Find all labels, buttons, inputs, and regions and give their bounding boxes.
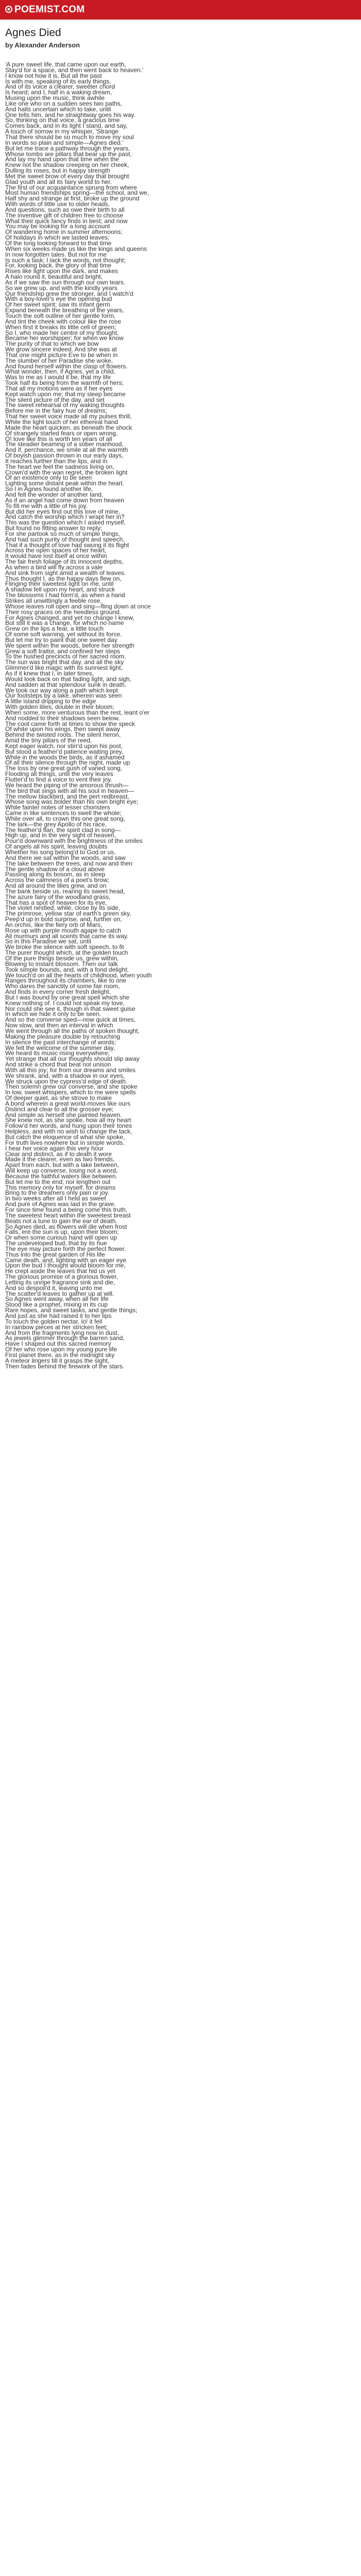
poem-line: Helpless, and with no wish to change the tack,	[5, 1128, 133, 1136]
poem-line: To fill me with a little of his joy.	[5, 502, 88, 510]
poem-line: The undeveloped bud, that by its hue	[5, 1240, 107, 1247]
poem-line: Upon the bud I thought would bloom for me,	[5, 1262, 126, 1269]
poem-line: But catch the eloquence of what she spoke,	[5, 1133, 125, 1141]
poem-line: In words so plain and simple—Agnes died.'	[5, 139, 124, 146]
poem-line: With words of little use to older heads,	[5, 200, 110, 208]
poem-line: She knew not, as she spoke, how all my heart	[5, 1116, 132, 1124]
poem-line: Of angels all his spirit, leaving doubts	[5, 843, 108, 851]
poem-line: O! love like this is worth ten years of all	[5, 435, 112, 443]
site-logo-text: POEMIST.COM	[14, 4, 85, 15]
poem-line: The heart we feel the sadness living on,	[5, 463, 114, 470]
poem-line: That if a thought of love had swung it its flight	[5, 541, 129, 549]
poem-line: Yet strange that all our thoughts should slip away	[5, 1055, 140, 1063]
poem-line: And pure of Agnes was laid in the grave.	[5, 1200, 116, 1208]
poem-line: But let me to the end; nor lengthen out	[5, 1178, 111, 1185]
poem-line: All murmurs and all scents that came its way.	[5, 932, 129, 940]
poem-line: The azure fairy of the woodland grass,	[5, 893, 111, 901]
poem-line: While over all, to crown this one great song,	[5, 815, 125, 822]
poem-line: The coot came forth at times to show the speck	[5, 720, 135, 727]
poem-line: The eye may picture forth the perfect flower.	[5, 1245, 126, 1252]
poem-line: Thus thought I, as the happy days flew on,	[5, 574, 122, 582]
poem-line: So I in Agnes found another life,	[5, 485, 93, 493]
poem-line: Of her sweet spirit; saw its infant germ	[5, 301, 110, 309]
poem-line: Grew a soft traitor, and confined her steps	[5, 647, 120, 655]
poem-line: In which we hide it only to be seen.	[5, 1010, 102, 1018]
poem-line: I know not how it is, But all the past	[5, 72, 102, 79]
poem-line: And all around the lilies grew, and on	[5, 882, 107, 890]
poem-line: A meteor lingers till it grasps the sight,	[5, 1357, 110, 1364]
poem-line: Of the long looking forward to that time	[5, 240, 112, 247]
poem-line: Like one who on a sudden sees two paths,	[5, 99, 122, 107]
poem-line: But found no fitting answer to reply;	[5, 524, 103, 532]
poem-line: Ranges throughout its chambers, like to one	[5, 977, 126, 985]
poem-line: Musing upon the music, think awhile	[5, 94, 105, 102]
poem-line: Met the sweet brow of every day that brought	[5, 172, 129, 180]
poem-line: The silent picture of the day, and set	[5, 396, 105, 403]
poem-line: Of strangely started fears or open wrong.	[5, 429, 118, 437]
poem-line: Glimmer'd like magic with its sunniest light,	[5, 664, 123, 672]
poem-line: For, looking back, the glory of that time	[5, 262, 112, 269]
poem-line: Flutter'd to find a voice to vent their joy.	[5, 776, 112, 783]
poem-line: We went through all the paths of spoken thought,	[5, 1027, 140, 1035]
poem-line: The scatter'd leaves to gather up at will.	[5, 1290, 114, 1297]
poem-author: by Alexander Anderson	[5, 41, 80, 49]
poem-line: Dulling its roses, but in happy strength	[5, 167, 110, 175]
poem-line: This memory only for myself, for dreams	[5, 1183, 116, 1191]
poem-line: And catch the worship which I wrapt her in?	[5, 513, 125, 521]
site-header	[0, 0, 361, 20]
poem-line: Clear and distinct, as if to death it wore	[5, 1150, 112, 1158]
poem-line: We struck upon the cypress'd edge of death.	[5, 1077, 127, 1085]
poem-line: The mellow blackbird, and the pert redbreast,	[5, 792, 129, 800]
poem-line: We touch'd on all the hearts of childhood, when youth	[5, 971, 152, 979]
poem-line: Rises like light upon the dark, and makes	[5, 267, 118, 275]
poem-line: Touch the soft outline of her gentle form,	[5, 312, 116, 319]
poem-line: Whether his song belong'd to God or us.	[5, 848, 116, 856]
poem-line: Of boyish passion thrown in our early days,	[5, 452, 124, 460]
poem-line: And questions, such as owe their birth to all	[5, 206, 125, 213]
poem-line: Will keep up converse, losing not a word,	[5, 1167, 118, 1175]
poem-line: The lark—the grey Apollo of his race,	[5, 820, 107, 828]
poem-line: Came in like sentences to swell the whole;	[5, 809, 122, 817]
poem-line: Passing along its bosom, as in sleep	[5, 871, 106, 878]
poem-line: The purity of that to which we bow	[5, 340, 99, 348]
poem-line: I hear her voice again this very hour	[5, 1144, 104, 1152]
poem-line: That all my motions were as if her eyes	[5, 384, 113, 392]
poem-line: In two weeks after all I held as sweet	[5, 1195, 106, 1202]
poem-line: Apart from each, but with a lake between,	[5, 1161, 119, 1169]
poem-line: The primrose, yellow star of earth's green sky,	[5, 910, 132, 918]
poem-line: The sun was bright that day, and all the sky	[5, 658, 124, 666]
poem-line: And strike a chord that beat not unison	[5, 1061, 111, 1069]
poem-line: So, thinking on that voice, a gracious time	[5, 116, 120, 124]
poem-line: Glad youth and all its fairy world to her.	[5, 178, 112, 185]
poem-line: And of its voice a clearer, sweeter chord	[5, 83, 115, 91]
poem-line: Grew on the lips a fear, a little touch	[5, 625, 104, 633]
poem-line: Whose leaves roll open and sing—fling down at once	[5, 602, 151, 610]
poem-line: Rose up with purple mouth agape to catch	[5, 926, 121, 934]
poem-line: Of the pure things beside us, grew within,	[5, 955, 119, 962]
poem-line: Comes back, and in its light I stand, and say,	[5, 122, 128, 130]
poem-line: To the hushed precincts of her sacred room.	[5, 653, 126, 660]
poem-line: What wonder, then, if Agnes, yet a child,	[5, 368, 116, 376]
poem-line: For she partook so much of simple things,	[5, 530, 120, 537]
poem-line: When six weeks made us like the kings and queens	[5, 245, 147, 252]
circle-logo-icon	[5, 4, 12, 15]
poem-line: And simple as herself she painted heaven.	[5, 1111, 122, 1118]
poem-line: That there should be so much to move my soul	[5, 133, 134, 141]
poem-line: Flinging their sweetest light on me, until	[5, 580, 114, 588]
poem-line: Across the calmness of a poet's brow;	[5, 876, 109, 884]
poem-line: Falls, ere the sun is up, upon their bloom;	[5, 1228, 119, 1236]
poem-line: It reaches further than the lips, and in	[5, 457, 108, 465]
poem-line: Of all their silence through the night, made up	[5, 759, 130, 767]
poem-line: And sadden at that splendour sunk in death.	[5, 681, 126, 688]
poem-line: As jewels glimmer through the barren sand,	[5, 1334, 125, 1342]
poem-line: The lake between the trees, and now and then	[5, 859, 133, 867]
poem-line: We grow sincere indeed. And she was at	[5, 346, 117, 353]
poem-line: Whose tombs are pillars that bear up the past,	[5, 150, 132, 158]
poem-line: With all this joy; for from our dreams and smiles	[5, 1066, 136, 1074]
poem-line: Then fades behind the firework of the stars.	[5, 1362, 124, 1370]
poem-line: A touch of sorrow in my whisper, 'Strange	[5, 128, 119, 135]
poem-line: Would look back on that fading light, and sigh,	[5, 675, 132, 683]
poem-line: While fainter notes of lesser choristers	[5, 804, 110, 811]
poem-line: A bond wherein a great world-moves like ours	[5, 1099, 130, 1107]
poem-line: And found herself within the clasp of flowers.	[5, 362, 128, 370]
poem-line: The sweetest heart within the sweetest breast	[5, 1211, 131, 1219]
poem-line: Behind the twisted roots. The silent heron,	[5, 731, 121, 739]
poem-line: Amid the tiny pillars of the reed,	[5, 737, 92, 744]
poem-line: As if an angel had come down from heaven	[5, 496, 124, 504]
poem-line: The violet nestled, while, close by its side,	[5, 904, 120, 912]
poem-line: Knew not the shadow creeping on her cheek,	[5, 161, 129, 169]
poem-line: The blossoms I had form'd, as when a hand	[5, 591, 125, 599]
poem-line: So we grew up, and with the kindly years	[5, 284, 118, 292]
poem-line: Is with me, speaking of its early things,	[5, 77, 111, 85]
poem-line: And had such purity of thought and speech,	[5, 535, 125, 543]
poem-line: And just as she had raised it to her lips	[5, 1312, 112, 1319]
poem-title: Agnes Died	[5, 27, 61, 39]
poem-line: The gentle shadow of a cloud above	[5, 865, 105, 873]
poem-line: Of deeper quiet, as she strove to make	[5, 1094, 112, 1102]
poem-line: Kept watch upon me; that my sleep became	[5, 390, 126, 398]
poem-line: And from the fragments lying now in dust,	[5, 1329, 119, 1336]
poem-line: Their rosy graces on the heedless ground.	[5, 608, 121, 616]
poem-line: Distinct and clear to all the grosser eye;	[5, 1105, 114, 1113]
poem-line: Blowing to instant blossom. Then our talk	[5, 960, 118, 968]
poem-line: Of holidays in which we lasted leaves;	[5, 234, 110, 242]
poem-line: Or when some curious hand will open up	[5, 1234, 117, 1242]
poem-line: And lay my hand upon that time when the	[5, 156, 119, 163]
poem-line: Made the heart quicken, as beneath the shock	[5, 423, 133, 431]
poem-line: The purer thought which, at the golden touch	[5, 949, 128, 957]
poem-line: Came death, and, lighting with an eager eye	[5, 1256, 126, 1264]
poem-line: And finds in every corner fresh delight.	[5, 988, 111, 996]
poem-line: Who dares the sanctity of some fair room,	[5, 982, 120, 990]
poem-line: The feather'd flan, the spirit clad in song—	[5, 826, 121, 834]
poem-line: In rainbow pieces at her stricken feet;	[5, 1323, 108, 1331]
poem-line: And so the converse sped—now quick at times,	[5, 1016, 136, 1024]
poem-line: So I, who made her centre of my thought,	[5, 329, 119, 336]
poem-line: This was the question which I asked myself,	[5, 519, 126, 527]
poem-line: A halo round it, beautiful and bright,	[5, 273, 103, 281]
poem-line: With golden lilies, double in their bloom;	[5, 703, 114, 711]
poem-line: Became her worshipper; for when we know	[5, 334, 124, 342]
poem-line: High up, and in the very sight of heaven,	[5, 832, 116, 839]
poem-line: For Agnes changed, and yet no change I knew,	[5, 614, 135, 621]
poem-line: First planet there, as in the midnight sky	[5, 1351, 115, 1359]
poem-line: Of her who rose upon my young pure life	[5, 1346, 117, 1353]
poem-line: Letting its unripe fragrance sink and die,	[5, 1278, 115, 1286]
poem-line: What their quick fancy finds in best; and now	[5, 217, 128, 225]
site-logo[interactable]	[5, 4, 85, 15]
poem-line: And if, perchance, we smile at all the warmth	[5, 446, 128, 454]
poem-line: An orchis, like the fiery orb of Mars,	[5, 921, 103, 928]
poem-line: Before me in the fairy hue of dreams;	[5, 407, 107, 415]
poem-line: Is such a task; I lack the words, not thought;	[5, 256, 126, 264]
poem-line: Beats not a tune to gain the ear of death.	[5, 1217, 118, 1225]
poem-line: So in this Paradise we sat, until	[5, 938, 91, 945]
poem-line: The steadier beaming of a sober manhood,	[5, 440, 124, 448]
poem-line: But let me trace a pathway through the years,	[5, 144, 130, 152]
poem-line: It would have lost itself at once within	[5, 552, 107, 560]
poem-line: But I was bound by one great spell which she	[5, 993, 129, 1001]
poem-line: Whose song was bolder than his own bright eye;	[5, 798, 139, 806]
poem-line: Is heard; and I, half in a waking dream,	[5, 89, 112, 96]
poem-line: When first it breaks its little cell of green;	[5, 323, 116, 331]
poem-line: Of white upon his wings, then swept away	[5, 725, 120, 733]
poem-line: Took half its being from the warmth of hers;	[5, 379, 124, 387]
poem-line: Of some soft warning, yet without its force.	[5, 631, 122, 638]
poem-line: We heard the piping of the amorous thrush—	[5, 781, 129, 789]
poem-line: The first of our acquaintance sprung from where	[5, 183, 137, 191]
poem-line: The glorious promise of a glorious flower,	[5, 1273, 118, 1281]
poem-line: While the light touch of her ethereal hand	[5, 418, 118, 426]
poem-line: As if we saw the sun through our own tears.	[5, 278, 125, 286]
poem-line: Stood like a prophet, mixing in its cup	[5, 1301, 108, 1309]
poem-line: The slumber of her Paradise she woke,	[5, 357, 113, 364]
poem-line: We shrank, and, with a shadow in our eyes,	[5, 1072, 125, 1079]
poem-line: Thus into the great garden of His life	[5, 1250, 105, 1258]
poem-line: As if it knew that I, in later times,	[5, 669, 94, 677]
poem-line: Bring to the dreamers only pain or joy.	[5, 1189, 109, 1197]
poem-line: Of wandering home in summer afternoons;	[5, 228, 123, 236]
poem-line: And sink from sight amid a wealth of leaves.	[5, 569, 126, 577]
poem-line: Across the open spaces of her heart,	[5, 547, 107, 554]
poem-line: Kept eager watch, nor stirr'd upon his post,	[5, 742, 123, 750]
poem-line: In now forgotten tales. But not for me	[5, 250, 107, 258]
poem-line: Then solemn grew our converse, and she spoke	[5, 1083, 138, 1091]
poem-line: So Agnes died, as flowers will die when frost	[5, 1223, 127, 1230]
poem-line: You may be looking for a long account	[5, 223, 110, 230]
poem-line: But did her eyes find out this love of mine,	[5, 507, 120, 515]
poem-line: Was to me as I would it be, that my life	[5, 374, 111, 381]
poem-line: For since time found a being come this truth,	[5, 1206, 127, 1213]
poem-line: The bank beside us, rearing its sweet head,	[5, 887, 125, 895]
poem-line: One tells him, and he straightway goes his way.	[5, 111, 136, 118]
poem-line: Of an existence only to be seen	[5, 474, 92, 482]
poem-line: Took simple bounds, and, with a fond delight,	[5, 965, 129, 973]
poem-line: With a boy-lover's eye the opening bud	[5, 295, 112, 303]
poem-line: The inventive gift of children free to choose	[5, 211, 123, 219]
poem-line: Now slow, and then an interval in which	[5, 1022, 113, 1029]
poem-line: Making the pleasure double by retouching	[5, 1032, 120, 1040]
poem-line: Made it the clearer, even as two friends,	[5, 1156, 115, 1163]
poem-body	[5, 62, 356, 1369]
poem-line: The bird that sings with all his soul in heaven—	[5, 787, 135, 794]
poem-line: Nor could she see it, though in that sweet guise	[5, 1005, 136, 1012]
poem-line: But still it was a change, for which no name	[5, 619, 124, 627]
poem-line: And so despoil'd it, leaving unto me	[5, 1284, 103, 1292]
poem-line: Peep'd up in bold surprise, and, further on,	[5, 916, 122, 923]
poem-line: That one might picture Eve to be when in	[5, 351, 118, 359]
poem-line: And felt the wonder of another land,	[5, 490, 104, 498]
poem-line: That has a spot of heaven for its eye,	[5, 899, 107, 906]
poem-line: We heard its music rising everywhere;	[5, 1049, 110, 1057]
poem-line: Knew nothing of. I could not speak my love,	[5, 999, 125, 1007]
poem-line: Follow'd her words, and hung upon their tones	[5, 1122, 132, 1130]
poem-line: Our footsteps by a lake, wherein was seen	[5, 692, 122, 700]
poem-line: For truth lives nowhere but in simple words.	[5, 1139, 125, 1146]
poem-line: Strikes all unwittingly a feeble rose,	[5, 597, 102, 604]
poem-line: And tint the cheek with colour like the rose	[5, 317, 121, 325]
poem-line: Pour'd downward with the brightness of the smiles	[5, 837, 143, 845]
poem-line: We felt the welcome of the summer day,	[5, 1044, 115, 1052]
poem-line: Most human friendships spring—the school, and we,	[5, 189, 149, 197]
poem-line: While in the woods the birds, as if ashamed	[5, 753, 125, 761]
poem-line: As when a bird will fly across a vale	[5, 563, 103, 571]
poem-line: Half shy and strange at first, broke up the ground	[5, 195, 140, 202]
poem-line: But stood a feather'd patience waiting prey.	[5, 748, 123, 755]
poem-line: Stay'd for a space, and then went back to heaven.'	[5, 66, 144, 74]
poem-line: The sweet rehearsal of my waking thoughts	[5, 401, 125, 409]
poem-line: Flooding all things, until the very leaves	[5, 770, 113, 778]
poem-line: Expand beneath the breathing of the years,	[5, 307, 124, 314]
poem-line: Have I shaped out this sacred memory	[5, 1340, 111, 1348]
poem-line: Our friendship grew the stronger, and I watch'd	[5, 290, 134, 297]
poem-line: When some, more venturous than the rest, leant o'er	[5, 708, 150, 716]
poem-line: We broke the silence with soft speech, to fit	[5, 943, 124, 951]
poem-line: So Agnes went away, when all her life	[5, 1295, 109, 1303]
poem-line: The loss by one great gush of varied song,	[5, 765, 122, 772]
poem-line: We spent within the woods, before her strength	[5, 641, 135, 649]
poem-line: Rare hopes, and sweet tasks, and gentle things;	[5, 1307, 138, 1314]
poem-line: Because the faithful waters like between.	[5, 1172, 118, 1180]
poem-line: In silence the past interchange of words;	[5, 1038, 116, 1046]
poem-line: And there we sat within the woods, and saw	[5, 854, 126, 861]
poem-line: And halts uncertain which to take, until	[5, 105, 111, 113]
poem-line: That her sweet voice made all my pulses thrill,	[5, 413, 132, 420]
poem-line: He crept aside the leaves that hid us yet	[5, 1267, 116, 1275]
poem-line: A little island dripping to the edge	[5, 698, 96, 705]
poem-line: Lighting some distant peak within the heart.	[5, 480, 124, 487]
poem-line: Crown'd with the wan regret, the broken light	[5, 468, 128, 476]
poem-line: 'A pure sweet life, that came upon our earth,	[5, 61, 126, 68]
poem-line: A shadow fell upon my heart, and struck	[5, 586, 115, 594]
poem-line: To touch the golden nectar, lo! it fell	[5, 1317, 103, 1325]
poem-line: And nodded to their shadows seen below.	[5, 714, 120, 722]
poem-line: We took our way along a path which kept	[5, 686, 118, 694]
poem-line: The fair fresh foliage of its innocent depths,	[5, 558, 124, 566]
poem-line: But let me try to paint that one sweet day	[5, 636, 118, 643]
poem-line: In low, sweet whispers, which to me were spells	[5, 1089, 136, 1096]
